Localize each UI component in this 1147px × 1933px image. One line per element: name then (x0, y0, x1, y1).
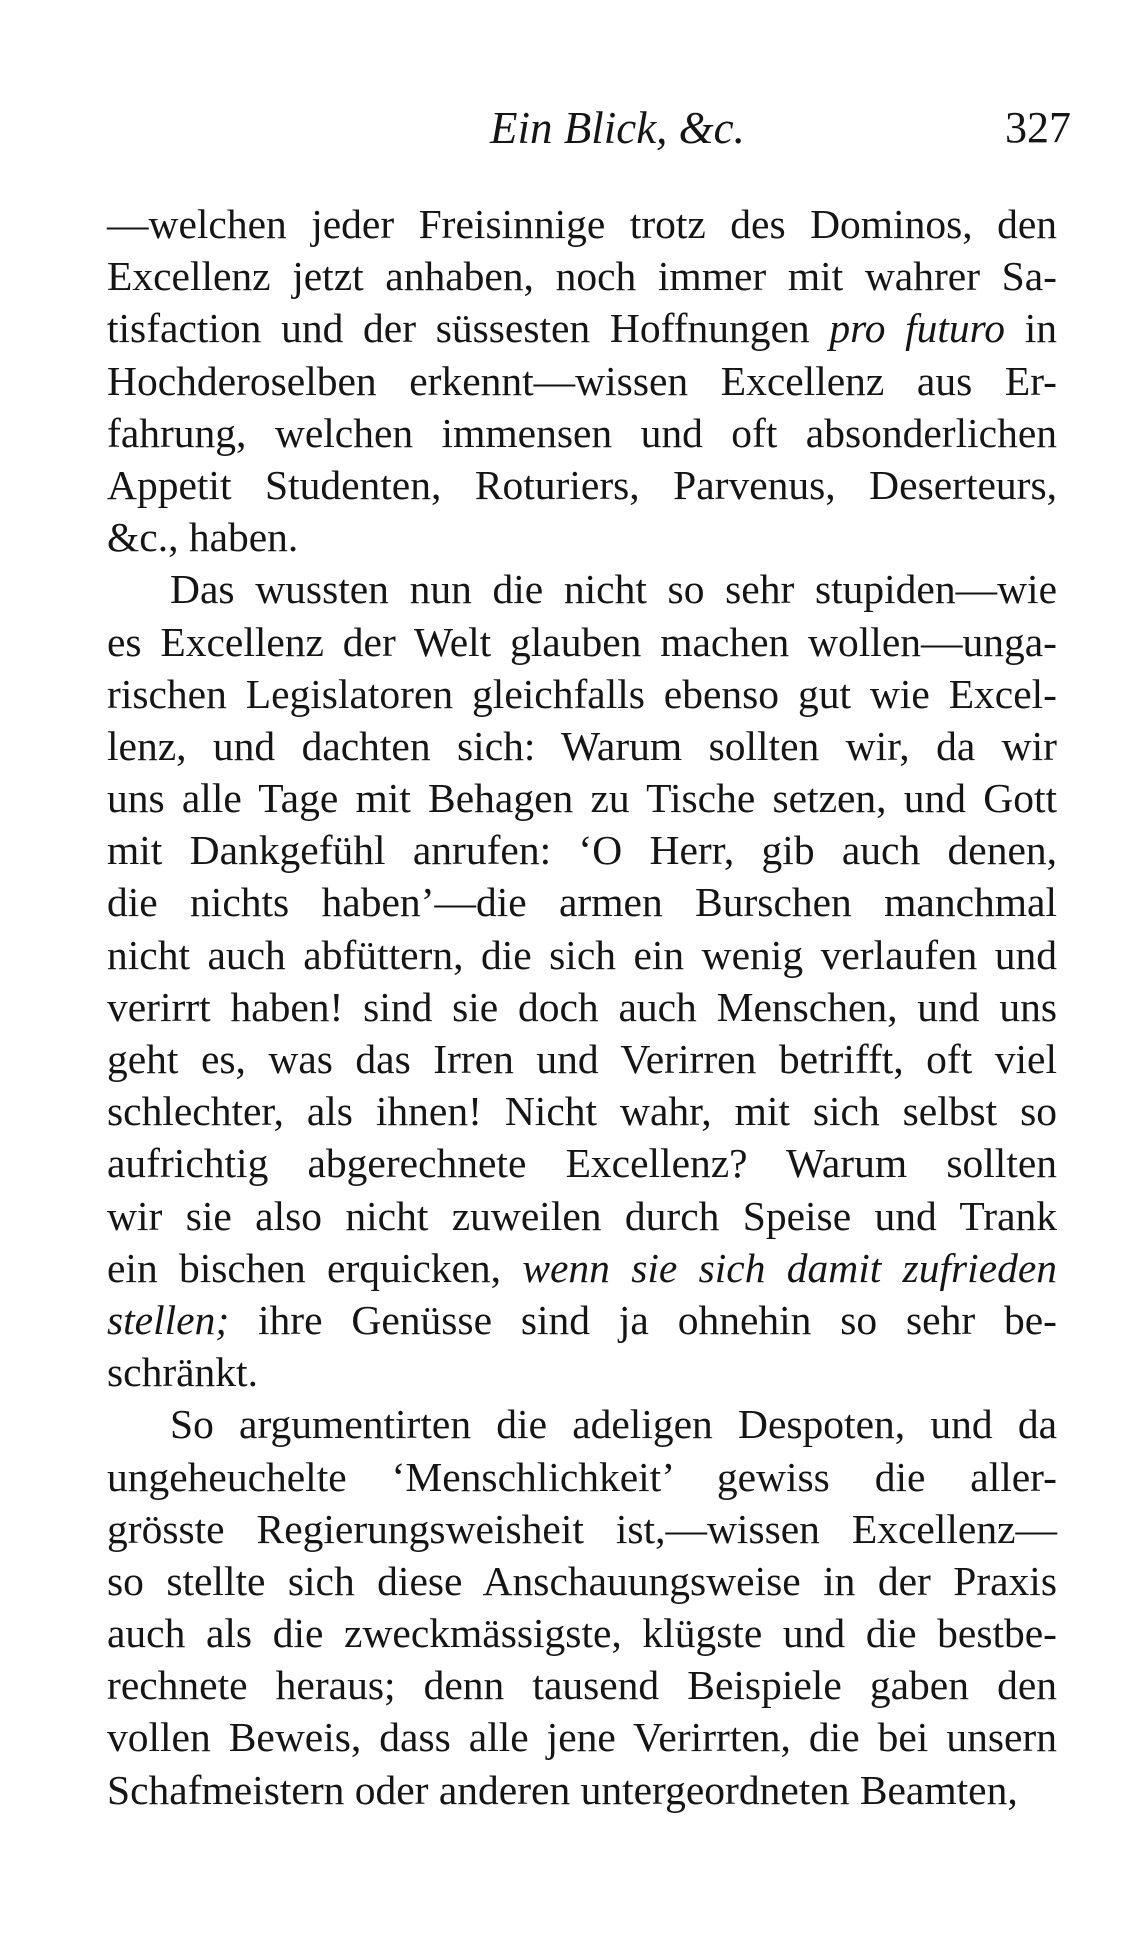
text-line: uns alle Tage mit Behagen zu Tische setzen, und Gott (107, 775, 1057, 822)
text-line: auch als die zweckmässigste, klügste und die bestbe- (107, 1610, 1057, 1657)
italic-phrase: pro futuro (829, 305, 1006, 352)
text-line: grösste Regierungsweisheit ist,—wissen Excellenz— (107, 1505, 1057, 1552)
text-segment: ein bischen erquicken, (107, 1244, 523, 1291)
text-line: Schafmeistern oder anderen untergeordneten Beamten, (107, 1766, 1018, 1813)
text-line: Hochderoselben erkennt—wissen Excellenz aus Er- (107, 357, 1057, 404)
text-line: Das wussten nun die nicht so sehr stupiden—wie (170, 566, 1057, 613)
text-segment: tisfaction und der süssesten Hoffnungen (107, 305, 830, 352)
text-segment: in (1005, 305, 1058, 352)
text-line: rechnete heraus; denn tausend Beispiele gaben den (107, 1662, 1057, 1709)
page-number: 327 (1005, 103, 1071, 152)
text-line: es Excellenz der Welt glauben machen wollen—unga- (107, 618, 1057, 665)
text-line: Excellenz jetzt anhaben, noch immer mit wahrer Sa- (107, 253, 1057, 300)
text-line (107, 1242, 1057, 1294)
text-line: So argumentirten die adeligen Despoten, und da (170, 1401, 1057, 1448)
text-line: aufrichtig abgerechnete Excellenz? Warum sollten (107, 1140, 1057, 1187)
text-segment: ihre Genüsse sind ja ohnehin so sehr be- (229, 1296, 1057, 1343)
text-line (107, 302, 1057, 354)
text-line: nicht auch abfüttern, die sich ein wenig verlaufen und (107, 931, 1057, 978)
text-line: mit Dankgefühl anrufen: ‘O Herr, gib auch denen, (107, 827, 1057, 874)
text-line: vollen Beweis, dass alle jene Verirrten, die bei unsern (107, 1714, 1057, 1761)
text-line: &c., haben. (107, 514, 299, 561)
italic-phrase: wenn sie sich damit zufrieden (522, 1244, 1058, 1291)
text-line: Appetit Studenten, Roturiers, Parvenus, Deserteurs, (107, 461, 1057, 508)
running-title: Ein Blick, &c. (490, 103, 745, 153)
body-text (107, 198, 1057, 1816)
text-line: —welchen jeder Freisinnige trotz des Dominos, den (107, 201, 1057, 247)
text-line: so stellte sich diese Anschauungsweise in der Praxis (107, 1557, 1057, 1604)
text-line: ungeheuchelte ‘Menschlichkeit’ gewiss die aller- (107, 1453, 1057, 1500)
text-line: die nichts haben’—die armen Burschen manchmal (107, 879, 1057, 926)
text-line: rischen Legislatoren gleichfalls ebenso gut wie Excel- (107, 670, 1057, 717)
text-line: schlechter, als ihnen! Nicht wahr, mit sich selbst so (107, 1088, 1057, 1135)
text-line: schränkt. (107, 1349, 258, 1396)
running-head (0, 98, 1147, 158)
text-line: fahrung, welchen immensen und oft absonderlichen (107, 409, 1057, 456)
text-line: verirrt haben! sind sie doch auch Menschen, und uns (107, 983, 1057, 1030)
text-line: lenz, und dachten sich: Warum sollten wir, da wir (107, 722, 1057, 769)
text-line (107, 1294, 1057, 1346)
text-line: wir sie also nicht zuweilen durch Speise und Trank (107, 1192, 1057, 1239)
text-line: geht es, was das Irren und Verirren betrifft, oft viel (107, 1036, 1057, 1082)
italic-phrase: stellen; (107, 1296, 230, 1343)
